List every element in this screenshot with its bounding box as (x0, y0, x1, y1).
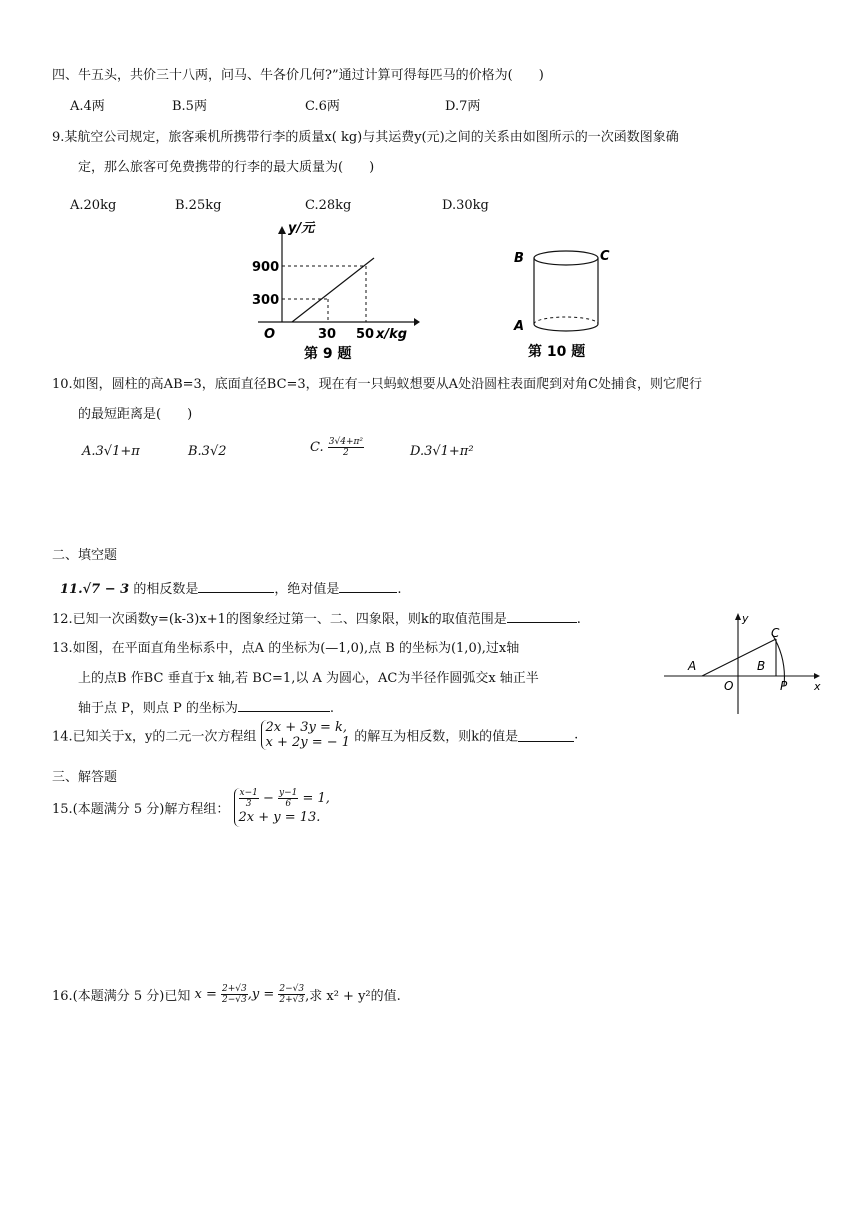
q9-option-a: A.20kg (70, 198, 117, 213)
q8-option-b: B.5两 (172, 99, 207, 114)
q13-blank[interactable] (238, 698, 330, 712)
fig13-label-y: y (742, 612, 749, 625)
q14 (52, 720, 578, 750)
q15-eq1-tail: = 1, (298, 791, 330, 806)
q11-blank-1[interactable] (198, 579, 274, 593)
q16-y-frac (278, 984, 305, 1005)
q14-suffix: 的解互为相反数，则k的值是 (354, 729, 519, 745)
label-c: C (600, 249, 610, 264)
fig13-y-arrow-icon (735, 613, 741, 620)
q10-option-b: B.3√2 (188, 444, 227, 459)
q10-option-c (310, 437, 364, 458)
q14-end: . (574, 727, 579, 743)
q9-option-c: C.28kg (305, 198, 352, 213)
section-solution-heading: 三、解答题 (52, 770, 118, 785)
q8-text: 四、牛五头，共价三十八两，问马、牛各价几何?”通过计算可得每匹马的价格为( ) (52, 68, 544, 83)
figure-9-graph (248, 214, 420, 364)
cylinder-bottom-back (534, 317, 598, 324)
q15-minus: − (258, 791, 279, 806)
q9-option-b: B.25kg (175, 198, 222, 213)
q15-frac1 (239, 788, 259, 809)
figure-10-cylinder (508, 240, 618, 362)
section-fill-in-heading: 二、填空题 (52, 548, 118, 563)
q14-blank[interactable] (518, 728, 574, 742)
q15-prefix: 15.(本题满分 5 分)解方程组： (52, 802, 230, 817)
q14-prefix: 14.已知关于x，y的二元一次方程组 (52, 729, 257, 745)
q10-option-d: D.3√1+π² (410, 444, 474, 459)
q16 (52, 984, 401, 1005)
y-tick-300: 300 (252, 293, 280, 308)
q16-prefix: 16.(本题满分 5 分)已知 (52, 989, 195, 1004)
q10-option-a: A.3√1+π (82, 444, 140, 459)
q9-line2: 定，那么旅客可免费携带的行李的最大质量为( ) (78, 160, 375, 175)
x-axis-label: x/kg (376, 327, 408, 342)
q10-line2: 的最短距离是( ) (78, 407, 193, 422)
q11-text-b: ，绝对值是 (274, 582, 340, 597)
q10-option-c-denominator: 2 (343, 448, 349, 458)
q8-option-c: C.6两 (305, 99, 340, 114)
fig13-label-c: C (771, 626, 780, 640)
q10-option-c-fraction (328, 437, 364, 458)
q8-option-a: A.4两 (70, 99, 105, 114)
q11 (60, 578, 402, 597)
function-line (292, 258, 374, 322)
q16-x-num: 2+√3 (222, 984, 247, 994)
q11-expression: 11.√7 − 3 (60, 582, 130, 597)
label-a: A (514, 319, 525, 334)
q16-y-num: 2−√3 (279, 984, 305, 994)
fig13-x-arrow-icon (814, 673, 820, 679)
origin-label: O (264, 327, 276, 342)
y-axis-label: y/元 (288, 221, 315, 236)
figure-10-caption: 第 10 题 (528, 344, 586, 360)
figure-13-coordinate (660, 610, 830, 720)
q14-system (261, 720, 351, 750)
q15-frac1-num: x−1 (239, 788, 258, 798)
q16-y-lhs: ,y = (247, 987, 279, 1002)
q11-text-a: 的相反数是 (129, 582, 199, 597)
q12 (52, 608, 581, 627)
q16-x-lhs: x = (194, 987, 221, 1002)
q16-suffix: ,求 x² + y²的值. (305, 989, 401, 1004)
q10-line1: 10.如图，圆柱的高AB=3，底面直径BC=3，现在有一只蚂蚁想要从A处沿圆柱表面爬到对角C处捕食，则它爬行 (52, 377, 703, 392)
q10-option-c-numerator: 3√4+π² (328, 437, 364, 447)
q15-frac1-den: 3 (245, 799, 252, 809)
q15-system (234, 788, 330, 827)
cylinder-top (534, 251, 598, 265)
y-tick-900: 900 (252, 260, 280, 275)
x-axis-arrow-icon (414, 318, 420, 326)
q12-end: . (576, 612, 581, 627)
q13-line3 (78, 697, 334, 716)
figure-9-caption: 第 9 题 (304, 346, 352, 362)
q12-text: 12.已知一次函数y=(k-3)x+1的图象经过第一、二、四象限，则k的取值范围是 (52, 612, 507, 627)
q10-option-c-prefix: C. (310, 440, 324, 455)
fig13-label-a: A (688, 659, 697, 673)
q15-frac2-den: 6 (285, 799, 292, 809)
q14-eq2: x + 2y = − 1 (265, 735, 351, 750)
q16-x-den: 2−√3 (222, 995, 247, 1005)
q15 (52, 788, 330, 827)
q12-blank[interactable] (507, 609, 577, 623)
fig13-label-b: B (757, 659, 766, 673)
q15-frac2 (278, 788, 298, 809)
q16-x-frac (221, 984, 248, 1005)
label-b: B (514, 251, 524, 266)
q8-option-d: D.7两 (445, 99, 481, 114)
q15-eq1 (239, 788, 330, 809)
q13-line2: 上的点B 作BC 垂直于x 轴,若 BC=1,以 A 为圆心，AC为半径作圆弧交x 轴正半 (78, 671, 539, 686)
x-tick-30: 30 (318, 327, 337, 342)
q15-frac2-num: y−1 (279, 788, 298, 798)
q9-line1: 9.某航空公司规定，旅客乘机所携带行李的质量x( kg)与其运费y(元)之间的关系由如图所示的一次函数图象确 (52, 130, 679, 145)
q13-line3-text: 轴于点 P，则点 P 的坐标为 (78, 701, 238, 716)
fig13-label-o: O (724, 679, 734, 693)
q13-end: . (329, 701, 335, 716)
q11-blank-2[interactable] (339, 579, 397, 593)
q13-line1: 13.如图，在平面直角坐标系中，点A 的坐标为(—1,0),点 B 的坐标为(1,0),过x轴 (52, 641, 520, 656)
q9-option-d: D.30kg (442, 198, 489, 213)
q15-eq2: 2x + y = 13. (238, 810, 321, 825)
q16-y-den: 2+√3 (279, 995, 305, 1005)
fig13-label-p: P (780, 679, 788, 693)
fig13-label-x: x (814, 680, 821, 693)
y-axis-arrow-icon (278, 226, 286, 234)
x-tick-50: 50 (356, 327, 375, 342)
cylinder-bottom-front (534, 324, 598, 331)
q14-eq1: 2x + 3y = k, (265, 720, 348, 735)
q11-end: . (397, 582, 402, 597)
